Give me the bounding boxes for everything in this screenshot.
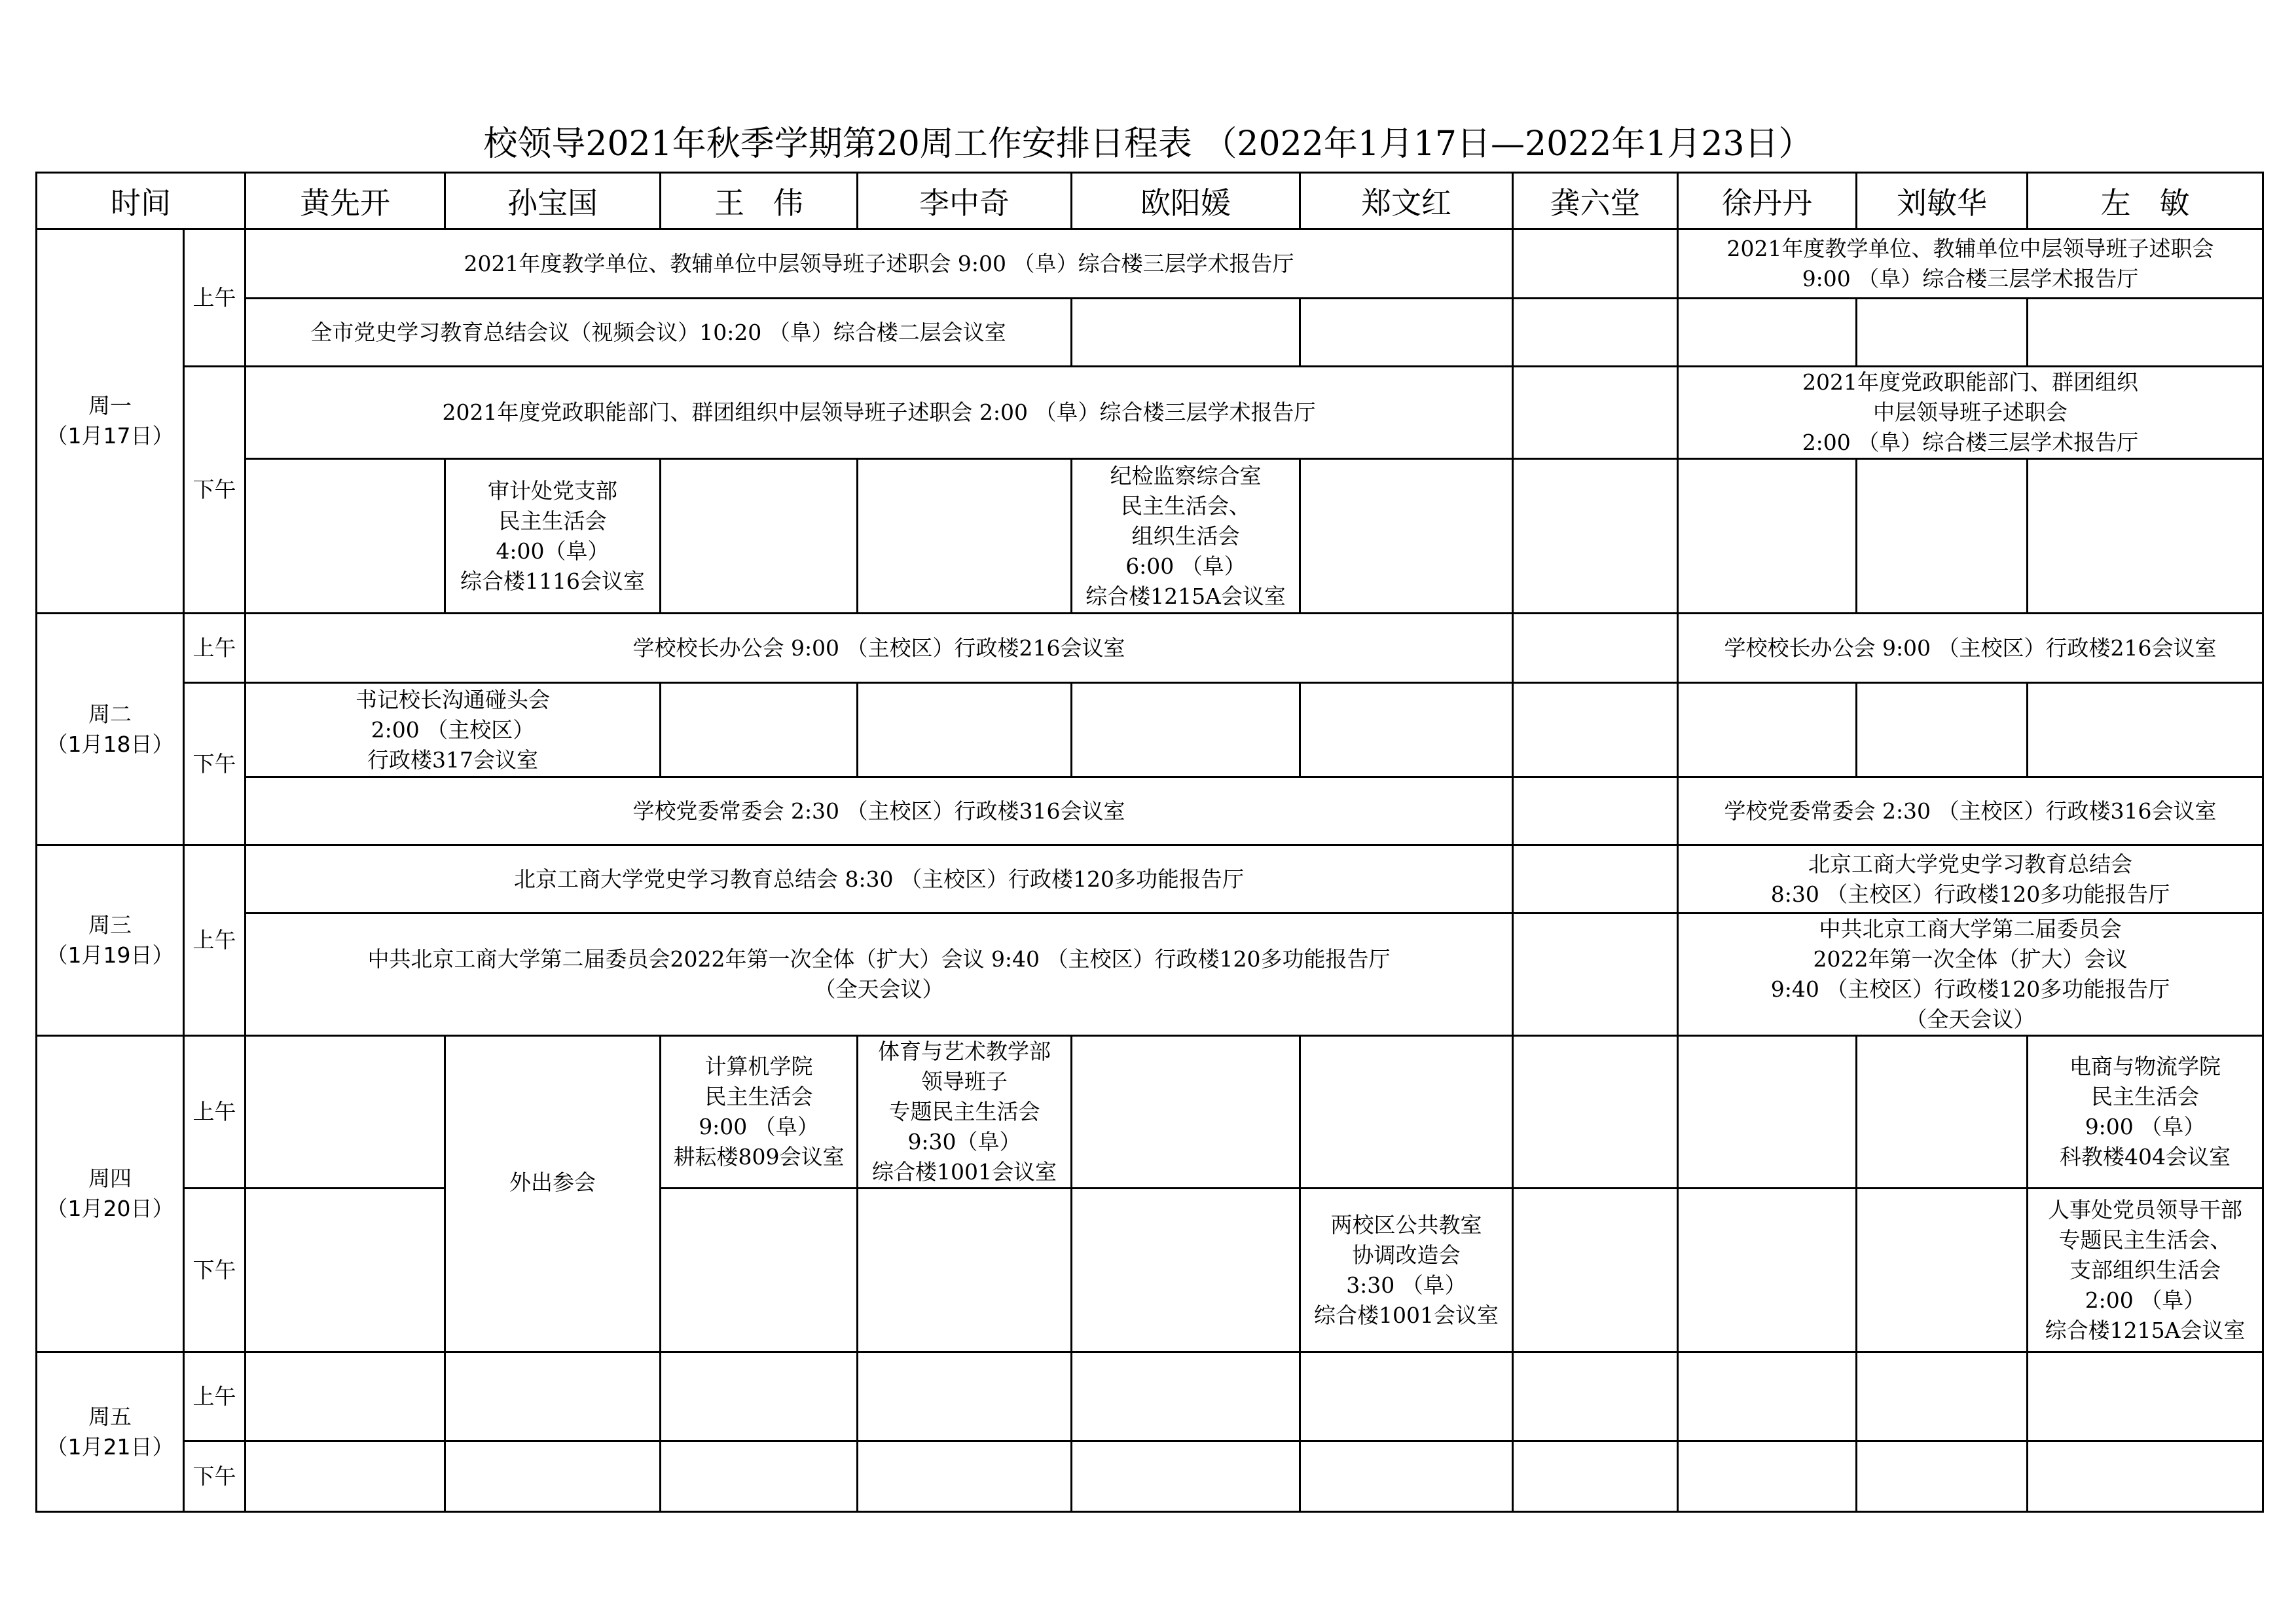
period-pm: 下午: [184, 1441, 246, 1512]
period-am: 上午: [184, 1352, 246, 1441]
empty-cell: [661, 459, 858, 614]
empty-cell: [1857, 1352, 2028, 1441]
empty-cell: [1300, 683, 1513, 777]
event-cell: 2021年度党政职能部门、群团组织 中层领导班子述职会 2:00 （阜）综合楼三层学术报告厅: [1678, 367, 2263, 459]
empty-cell: [1513, 845, 1678, 913]
event-cell: 审计处党支部 民主生活会 4:00（阜） 综合楼1116会议室: [445, 459, 661, 614]
empty-cell: [1513, 777, 1678, 845]
event-cell: 电商与物流学院 民主生活会 9:00 （阜） 科教楼404会议室: [2028, 1036, 2263, 1189]
empty-cell: [1513, 299, 1678, 367]
event-cell: 北京工商大学党史学习教育总结会 8:30 （主校区）行政楼120多功能报告厅: [246, 845, 1513, 913]
event-cell: 2021年度教学单位、教辅单位中层领导班子述职会 9:00 （阜）综合楼三层学术报告厅: [246, 229, 1513, 299]
empty-cell: [1513, 1036, 1678, 1189]
table-row: [37, 1036, 2263, 1189]
empty-cell: [661, 683, 858, 777]
event-cell: 全市党史学习教育总结会议（视频会议）10:20 （阜）综合楼二层会议室: [246, 299, 1072, 367]
empty-cell: [246, 1036, 445, 1189]
empty-cell: [1857, 683, 2028, 777]
leader-header: 郑文红: [1300, 173, 1513, 229]
empty-cell: [1072, 1352, 1300, 1441]
empty-cell: [858, 1352, 1072, 1441]
empty-cell: [1513, 1189, 1678, 1352]
empty-cell: [1857, 299, 2028, 367]
period-am: 上午: [184, 229, 246, 367]
empty-cell: [858, 459, 1072, 614]
period-pm: 下午: [184, 1189, 246, 1352]
empty-cell: [1678, 299, 1857, 367]
empty-cell: [1857, 1189, 2028, 1352]
empty-cell: [2028, 459, 2263, 614]
empty-cell: [2028, 1352, 2263, 1441]
table-row: [37, 913, 2263, 1036]
empty-cell: [858, 683, 1072, 777]
period-am: 上午: [184, 614, 246, 683]
empty-cell: [1513, 683, 1678, 777]
empty-cell: [1857, 1441, 2028, 1512]
empty-cell: [445, 1352, 661, 1441]
empty-cell: [1072, 1189, 1300, 1352]
period-pm: 下午: [184, 367, 246, 614]
table-row: [37, 459, 2263, 614]
event-cell: 中共北京工商大学第二届委员会2022年第一次全体（扩大）会议 9:40 （主校区）行政楼120多功能报告厅 （全天会议）: [246, 913, 1513, 1036]
table-row: [37, 1189, 2263, 1352]
empty-cell: [661, 1352, 858, 1441]
empty-cell: [1513, 1352, 1678, 1441]
table-row: [37, 845, 2263, 913]
empty-cell: [1678, 459, 1857, 614]
empty-cell: [858, 1189, 1072, 1352]
empty-cell: [246, 1352, 445, 1441]
empty-cell: [1513, 459, 1678, 614]
period-am: 上午: [184, 1036, 246, 1189]
empty-cell: [1678, 1189, 1857, 1352]
event-cell: 学校党委常委会 2:30 （主校区）行政楼316会议室: [1678, 777, 2263, 845]
empty-cell: [1513, 367, 1678, 459]
empty-cell: [1072, 683, 1300, 777]
period-pm: 下午: [184, 683, 246, 845]
schedule-table: [35, 172, 2264, 1513]
event-cell: 中共北京工商大学第二届委员会 2022年第一次全体（扩大）会议 9:40 （主校区）行政楼120多功能报告厅 （全天会议）: [1678, 913, 2263, 1036]
empty-cell: [1072, 299, 1300, 367]
event-cell: 2021年度党政职能部门、群团组织中层领导班子述职会 2:00 （阜）综合楼三层学术报告厅: [246, 367, 1513, 459]
empty-cell: [1513, 614, 1678, 683]
leader-header: 龚六堂: [1513, 173, 1678, 229]
event-cell: 书记校长沟通碰头会 2:00 （主校区） 行政楼317会议室: [246, 683, 661, 777]
empty-cell: [1300, 299, 1513, 367]
day-label-mon: 周一 （1月17日）: [37, 229, 184, 614]
leader-header: 刘敏华: [1857, 173, 2028, 229]
event-cell: 北京工商大学党史学习教育总结会 8:30 （主校区）行政楼120多功能报告厅: [1678, 845, 2263, 913]
empty-cell: [1513, 229, 1678, 299]
empty-cell: [1678, 1441, 1857, 1512]
empty-cell: [1857, 459, 2028, 614]
event-cell: 2021年度教学单位、教辅单位中层领导班子述职会 9:00 （阜）综合楼三层学术报告厅: [1678, 229, 2263, 299]
leader-header: 徐丹丹: [1678, 173, 1857, 229]
empty-cell: [1678, 1352, 1857, 1441]
table-row: [37, 614, 2263, 683]
table-row: [37, 777, 2263, 845]
empty-cell: [2028, 299, 2263, 367]
event-cell: 纪检监察综合室 民主生活会、 组织生活会 6:00 （阜） 综合楼1215A会议室: [1072, 459, 1300, 614]
leader-header: 左 敏: [2028, 173, 2263, 229]
empty-cell: [246, 1189, 445, 1352]
empty-cell: [1300, 1036, 1513, 1189]
empty-cell: [246, 459, 445, 614]
header-time: 时间: [37, 173, 246, 229]
event-cell: 两校区公共教室 协调改造会 3:30 （阜） 综合楼1001会议室: [1300, 1189, 1513, 1352]
leader-header: 孙宝国: [445, 173, 661, 229]
empty-cell: [1857, 1036, 2028, 1189]
leader-header: 欧阳媛: [1072, 173, 1300, 229]
event-cell: 人事处党员领导干部 专题民主生活会、 支部组织生活会 2:00 （阜） 综合楼1215A会议室: [2028, 1189, 2263, 1352]
empty-cell: [661, 1441, 858, 1512]
day-label-thu: 周四 （1月20日）: [37, 1036, 184, 1352]
day-label-fri: 周五 （1月21日）: [37, 1352, 184, 1512]
event-cell: 计算机学院 民主生活会 9:00 （阜） 耕耘楼809会议室: [661, 1036, 858, 1189]
event-cell: 体育与艺术教学部 领导班子 专题民主生活会 9:30（阜） 综合楼1001会议室: [858, 1036, 1072, 1189]
leader-header: 王 伟: [661, 173, 858, 229]
leader-header: 李中奇: [858, 173, 1072, 229]
leader-header: 黄先开: [246, 173, 445, 229]
empty-cell: [445, 1441, 661, 1512]
empty-cell: [858, 1441, 1072, 1512]
event-cell: 学校党委常委会 2:30 （主校区）行政楼316会议室: [246, 777, 1513, 845]
day-label-tue: 周二 （1月18日）: [37, 614, 184, 845]
event-cell: 学校校长办公会 9:00 （主校区）行政楼216会议室: [1678, 614, 2263, 683]
table-row: [37, 299, 2263, 367]
empty-cell: [1678, 683, 1857, 777]
page-title: 校领导2021年秋季学期第20周工作安排日程表 （2022年1月17日—2022年1月23日）: [483, 124, 1813, 164]
event-cell: 外出参会: [445, 1036, 661, 1352]
empty-cell: [1678, 1036, 1857, 1189]
empty-cell: [1300, 459, 1513, 614]
empty-cell: [1300, 1352, 1513, 1441]
empty-cell: [1072, 1036, 1300, 1189]
event-cell: 学校校长办公会 9:00 （主校区）行政楼216会议室: [246, 614, 1513, 683]
table-row: [37, 229, 2263, 299]
day-label-wed: 周三 （1月19日）: [37, 845, 184, 1036]
empty-cell: [1300, 1441, 1513, 1512]
table-row: [37, 367, 2263, 459]
table-row: [37, 1441, 2263, 1512]
empty-cell: [1513, 1441, 1678, 1512]
table-row: [37, 683, 2263, 777]
table-row: [37, 1352, 2263, 1441]
empty-cell: [2028, 683, 2263, 777]
empty-cell: [661, 1189, 858, 1352]
empty-cell: [2028, 1441, 2263, 1512]
empty-cell: [1072, 1441, 1300, 1512]
empty-cell: [1513, 913, 1678, 1036]
period-am: 上午: [184, 845, 246, 1036]
empty-cell: [246, 1441, 445, 1512]
header-row: [37, 173, 2263, 229]
